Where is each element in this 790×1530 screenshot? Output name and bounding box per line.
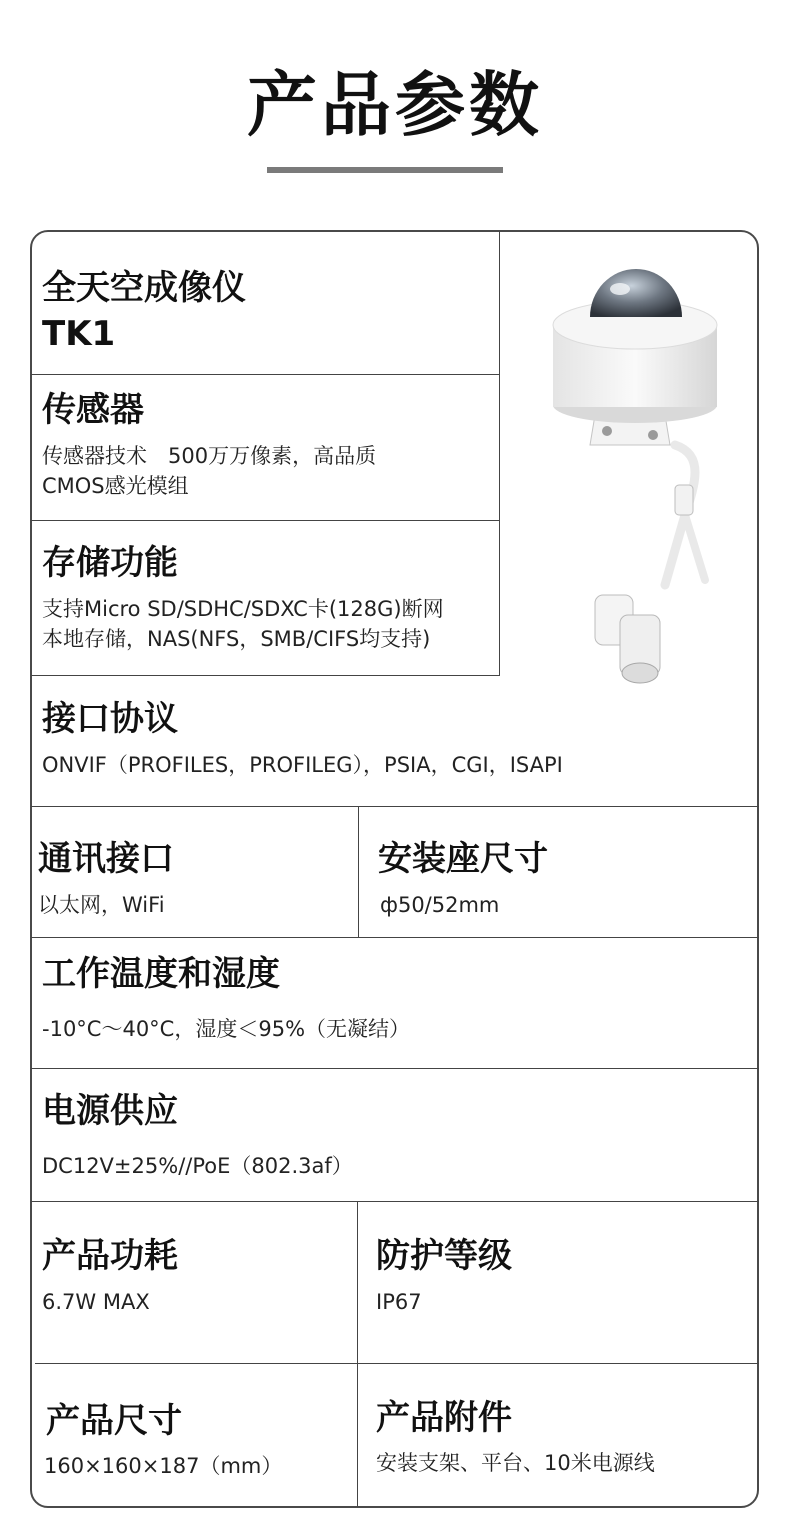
- row-divider: [31, 806, 759, 807]
- row-divider: [31, 374, 499, 375]
- column-divider: [357, 1202, 358, 1507]
- storage-value: 本地存储，NAS(NFS，SMB/CIFS均支持): [42, 627, 431, 651]
- row-divider: [31, 1201, 759, 1202]
- storage-value: 支持Micro SD/SDHC/SDXC卡(128G)断网: [42, 597, 444, 621]
- row-divider: [31, 1068, 759, 1069]
- size-value: 160×160×187（mm）: [44, 1454, 283, 1478]
- protection-label: 防护等级: [376, 1236, 512, 1276]
- product-image: [535, 255, 735, 685]
- accessories-label: 产品附件: [376, 1398, 512, 1438]
- temperature-label: 工作温度和湿度: [42, 954, 280, 994]
- product-name: 全天空成像仪: [42, 268, 246, 308]
- row-divider: [31, 520, 499, 521]
- row-divider: [31, 937, 759, 938]
- comm-value: 以太网，WiFi: [38, 893, 165, 917]
- power-label: 电源供应: [42, 1091, 178, 1131]
- consumption-label: 产品功耗: [42, 1236, 178, 1276]
- mount-value: ф50/52mm: [380, 893, 500, 917]
- mount-label: 安装座尺寸: [378, 839, 548, 879]
- title-underline: [267, 167, 503, 173]
- accessories-value: 安装支架、平台、10米电源线: [376, 1451, 655, 1475]
- column-divider: [358, 807, 359, 937]
- page-title: 产品参数: [247, 64, 543, 146]
- sensor-value: 传感器技术 500万万像素，高品质: [42, 444, 377, 468]
- row-divider: [31, 675, 499, 676]
- consumption-value: 6.7W MAX: [42, 1290, 150, 1314]
- protection-value: IP67: [376, 1290, 422, 1314]
- storage-label: 存储功能: [42, 543, 178, 583]
- row-divider: [35, 1363, 759, 1364]
- column-divider: [499, 231, 500, 676]
- temperature-value: -10°C～40°C，湿度＜95%（无凝结）: [42, 1017, 411, 1041]
- protocol-value: ONVIF（PROFILES，PROFILEG），PSIA，CGI，ISAPI: [42, 753, 563, 777]
- sensor-label: 传感器: [42, 390, 144, 430]
- size-label: 产品尺寸: [46, 1401, 182, 1441]
- power-value: DC12V±25%//PoE（802.3af）: [42, 1154, 353, 1178]
- protocol-label: 接口协议: [42, 699, 178, 739]
- comm-label: 通讯接口: [38, 839, 174, 879]
- sensor-value: CMOS感光模组: [42, 474, 189, 498]
- product-model: TK1: [42, 314, 116, 354]
